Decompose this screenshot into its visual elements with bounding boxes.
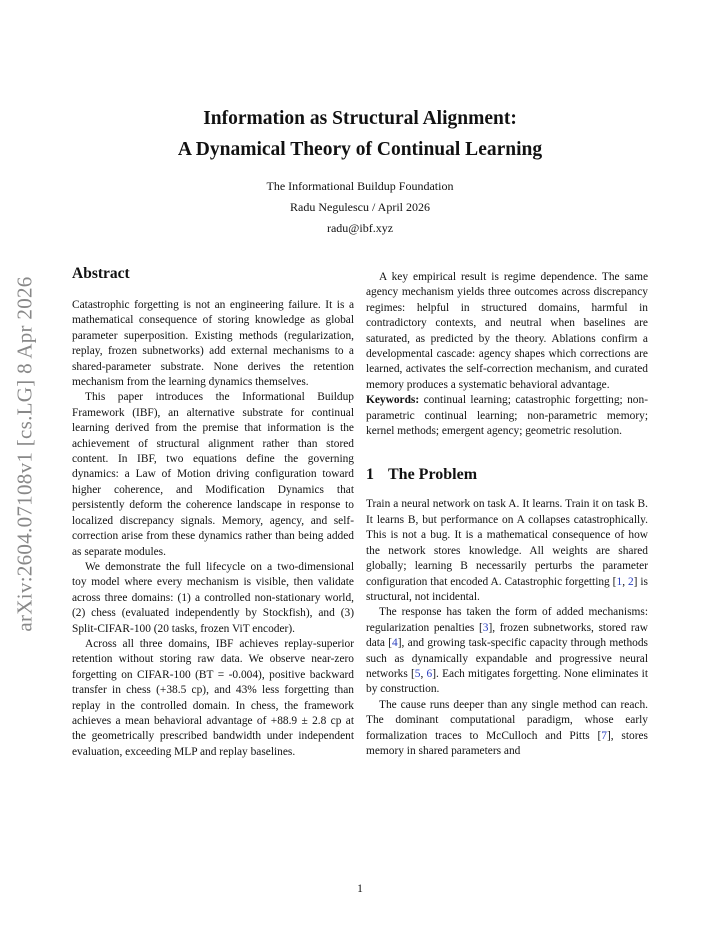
abstract-paragraph-4: Across all three domains, IBF achieves replay-superior retention without storing raw data. We observe near-zero forgetting on CIFAR-100 (BT = -0.004), positive backward transfer in chess (+38.5 cp), and 43% less forgetting than replay in the controlled domain. In chess, the framework achieves a mean behavioral advantage of +88.9 ± 2.8 cp at the geometrically prescribed bandwidth under independent evaluation, exceeding MLP and replay baselines. (72, 637, 354, 758)
citation-link[interactable]: 3 (482, 621, 489, 634)
keywords-label: Keywords: (366, 394, 420, 407)
section-title: The Problem (388, 466, 478, 484)
citation-link[interactable]: 1 (616, 575, 623, 588)
section-1-paragraph-1: Train a neural network on task A. It learns. Train it on task B. It learns B, but performance on A collapses catastrophically. This is not a bug. It is a mathematical consequence of how the network stores knowledge. All weights are shared globally; learning B necessarily perturbs the parameter configuration that encoded A. Catastrophic forgetting [1, 2] is structural, not incidental. (366, 498, 648, 603)
section-1-heading (366, 465, 648, 485)
abstract-paragraph-1: Catastrophic forgetting is not an engineering failure. It is a mathematical consequence of storing knowledge as global parameter superposition. Existing methods (regularization, replay, frozen subnetworks) add external mechanisms to a shared-parameter substrate. None derives the retention mechanism from the learning dynamics themselves. (72, 299, 354, 389)
citation-link[interactable]: 4 (392, 637, 398, 650)
left-column (72, 264, 354, 760)
arxiv-stamp (5, 264, 45, 644)
text-run: ], frozen subnetworks, stored raw data [ (366, 621, 648, 650)
title-line-2: A Dynamical Theory of Continual Learning (177, 139, 543, 160)
text-run: ], and growing task-specific capacity through methods such as dynamically expandable and progressive neural networks [ (366, 637, 648, 680)
citation-link[interactable]: 2 (627, 575, 634, 588)
section-number: 1 (366, 466, 374, 484)
paper-title (0, 103, 720, 165)
abstract-paragraph-2: This paper introduces the Informational Buildup Framework (IBF), an alternative substrate for continual learning derived from the premise that information is the achievement of structural alignment rather than stored content. In IBF, two equations define the governing dynamics: a Law of Motion driving configuration toward higher coherence, and Modification Dynamics that persistently deform the coherence landscape in response to localized discrepancy signals. Memory, agency, and self-correction arise from these dynamics rather than being added as separate modules. (72, 391, 354, 558)
text-run: ], stores memory in shared parameters and (366, 729, 648, 757)
email: radu@ibf.xyz (326, 221, 394, 235)
text-run: ] is structural, not incidental. (366, 575, 648, 603)
citation-link[interactable]: 5 (414, 667, 421, 680)
section-1 (366, 465, 648, 759)
title-line-1: Information as Structural Alignment: (203, 108, 517, 129)
author-block (0, 176, 720, 239)
section-1-paragraph-3 (366, 698, 648, 760)
page-number: 1 (357, 883, 363, 895)
abstract-heading: Abstract (72, 265, 130, 282)
citation-link[interactable]: 6 (426, 667, 433, 680)
author-date: Radu Negulescu / April 2026 (290, 200, 430, 214)
organization: The Informational Buildup Foundation (266, 179, 454, 193)
abstract-paragraph-5: A key empirical result is regime dependence. The same agency mechanism yields three outcomes across discrepancy regimes: helpful in structured domains, harmful in contradictory contexts, and neutral when baselines are saturated, as predicted by the theory. Ablations confirm a developmental cascade: agency shapes which corrections are learned, activates the self-correction mechanism, and curated memory produces a systematic behavioral advantage. (366, 271, 648, 391)
text-run: The response has taken the form of added mechanisms: regularization penalties [ (366, 606, 648, 634)
keywords (366, 393, 648, 439)
abstract-paragraph-3: We demonstrate the full lifecycle on a two-dimensional toy model where every mechanism is visible, then validate across three domains: (1) a controlled non-stationary world, (2) chess (evaluated independently by Stockfish), and (3) Split-CIFAR-100 (20 tasks, frozen ViT encoder). (72, 560, 354, 635)
text-run: Train a neural network on task A. It learns. Train it on task B. It learns B, but performance on A collapses catastrophically. This is not a bug. It is a mathematical consequence of how the network stores knowledge. All weights are shared globally; learning B necessarily perturbs the parameter configuration that encoded A. Catastrophic forgetting [ (366, 498, 648, 588)
text-run: ]. Each mitigates forgetting. None eliminates it by construction. (366, 667, 649, 696)
section-1-paragraph-2: The response has taken the form of added mechanisms: regularization penalties [3], frozen subnetworks, stored raw data [4], and growing task-specific capacity through methods such as dynamically expandable and progressive neural networks [5, 6]. Each mitigates forgetting. None eliminates it by construction. (366, 606, 649, 696)
arxiv-identifier: arXiv:2604.07108v1 [cs.LG] 8 Apr 2026 (12, 276, 37, 632)
citation-link[interactable]: 7 (601, 729, 607, 742)
text-run: The cause runs deeper than any single method can reach. The dominant computational paradigm, whose early formalization traces to McCulloch and Pitts [ (366, 698, 648, 742)
keywords-text: continual learning; catastrophic forgetting; non-parametric continual learning; non-parametric memory; kernel methods; emergent agency; geometric resolution. (366, 394, 648, 438)
right-column (366, 270, 648, 759)
